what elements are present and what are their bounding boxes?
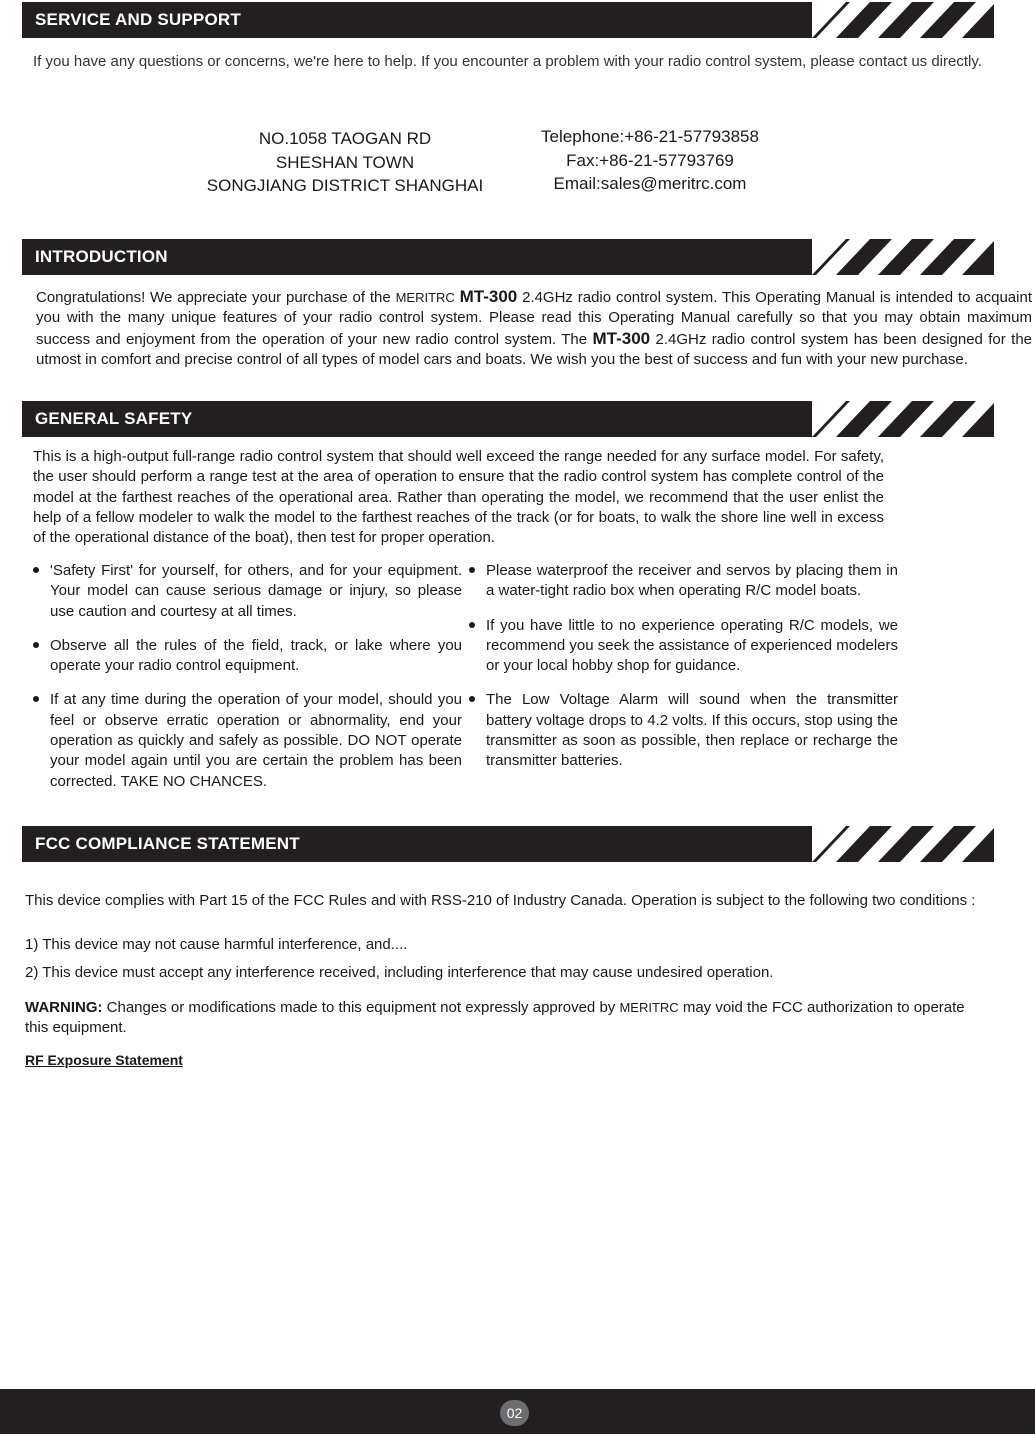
bullet-text: If you have little to no experience operating R/C models, we recommend you seek the assistance of experienced modelers or your local hobby shop for guidance.: [486, 616, 898, 675]
rf-exposure-link[interactable]: RF Exposure Statement: [25, 1052, 183, 1068]
stripes-decoration: [812, 826, 994, 862]
stripes-decoration: [812, 401, 994, 437]
stripes-decoration: [812, 239, 994, 275]
page-number: 02: [500, 1400, 529, 1426]
list-item: [32, 690, 462, 791]
bullet-icon: [469, 567, 475, 573]
section-header-fcc: [22, 826, 994, 862]
address-line: SONGJIANG DISTRICT SHANGHAI: [206, 176, 484, 195]
bullet-icon: [469, 696, 475, 702]
safety-bullets-left: [32, 561, 462, 806]
address-block: [200, 127, 490, 198]
bullet-text: Observe all the rules of the field, track, or lake where you operate your radio control equipment.: [50, 636, 462, 675]
section-header-service: [22, 2, 994, 38]
warning-label: WARNING:: [25, 999, 103, 1016]
bullet-icon: [33, 642, 39, 648]
section-title: INTRODUCTION: [35, 247, 168, 266]
list-item: [468, 616, 898, 677]
text-run: Changes or modifications made to this equipment not expressly approved by: [102, 999, 620, 1016]
telephone: Telephone:+86-21-57793858: [541, 127, 759, 146]
brand-name: MERITRC: [619, 1000, 679, 1015]
section-title: GENERAL SAFETY: [35, 409, 193, 428]
text-run: 2.4GHz radio control system. This Operating Manual is intended to acquaint you with the many unique features of your radio control system. Please read this Operating Manual carefully so that you may obtain maximum success and enjoyment from the operation of your new radio control system. The: [36, 289, 1032, 348]
bullet-text: 'Safety First' for yourself, for others, and for your equipment. Your model can cause serious damage or injury, so please use caution and courtesy at all times.: [50, 562, 462, 620]
bullet-text: If at any time during the operation of your model, should you feel or observe erratic operation or abnormality, end your operation as quickly and safely as possible. DO NOT operate your model again until you are certain the problem has been corrected. TAKE NO CHANCES.: [50, 691, 462, 790]
text-run: Congratulations! We appreciate your purchase of the: [36, 289, 396, 306]
fax: Fax:+86-21-57793769: [566, 150, 734, 170]
fcc-warning: [25, 998, 985, 1039]
bullet-text: The Low Voltage Alarm will sound when the transmitter battery voltage drops to 4.2 volts. If this occurs, stop using the transmitter as soon as possible, then replace or recharge the transmitter batteries.: [486, 691, 898, 770]
fcc-condition-1: 1) This device may not cause harmful interference, and....: [25, 936, 408, 953]
email: Email:sales@meritrc.com: [553, 174, 747, 193]
fcc-intro: This device complies with Part 15 of the FCC Rules and with RSS-210 of Industry Canada. Operation is subject to the following two conditions :: [25, 892, 976, 909]
section-header-introduction: [22, 239, 994, 275]
bullet-icon: [33, 696, 39, 702]
text-run: may void the FCC authorization to operate this equipment.: [25, 999, 965, 1037]
section-title: SERVICE AND SUPPORT: [35, 10, 241, 29]
contact-block: [500, 125, 800, 196]
bullet-text: Please waterproof the receiver and servos by placing them in a water-tight radio box when operating R/C model boats.: [486, 562, 898, 600]
safety-bullets-right: [468, 561, 898, 786]
model-name: MT-300: [459, 287, 518, 306]
service-intro: If you have any questions or concerns, we're here to help. If you encounter a problem with your radio control system, please contact us directly.: [33, 53, 982, 70]
section-title: FCC COMPLIANCE STATEMENT: [35, 834, 300, 853]
introduction-text: [36, 287, 1032, 370]
address-line: NO.1058 TAOGAN RD: [258, 129, 432, 148]
page-footer: [0, 1389, 1035, 1434]
stripes-decoration: [812, 2, 994, 38]
bullet-icon: [469, 622, 475, 628]
list-item: [32, 561, 462, 622]
fcc-condition-2: 2) This device must accept any interference received, including interference that may cause undesired operation.: [25, 964, 774, 981]
section-header-safety: [22, 401, 994, 437]
model-name: MT-300: [592, 328, 651, 348]
list-item: [468, 561, 898, 602]
bullet-icon: [33, 567, 39, 573]
text-run: 2.4GHz radio control system has been designed for the utmost in comfort and precise control of all types of model cars and boats. We wish you the best of success and fun with your new purchase.: [36, 330, 1032, 368]
safety-intro: This is a high-output full-range radio control system that should well exceed the range needed for any surface model. For safety, the user should perform a range test at the area of operation to ensure that the radio control system has complete control of the model at the farthest reaches of the operational area. Rather than operating the model, we recommend that the user enlist the help of a fellow modeler to walk the model to the farthest reaches of the track (or for boats, to walk the shore line well in excess of the operational distance of the boat), then test for proper operation.: [33, 448, 884, 547]
list-item: [468, 690, 898, 771]
list-item: [32, 636, 462, 677]
address-line: SHESHAN TOWN: [275, 152, 415, 172]
brand-name: MERITRC: [395, 290, 455, 305]
